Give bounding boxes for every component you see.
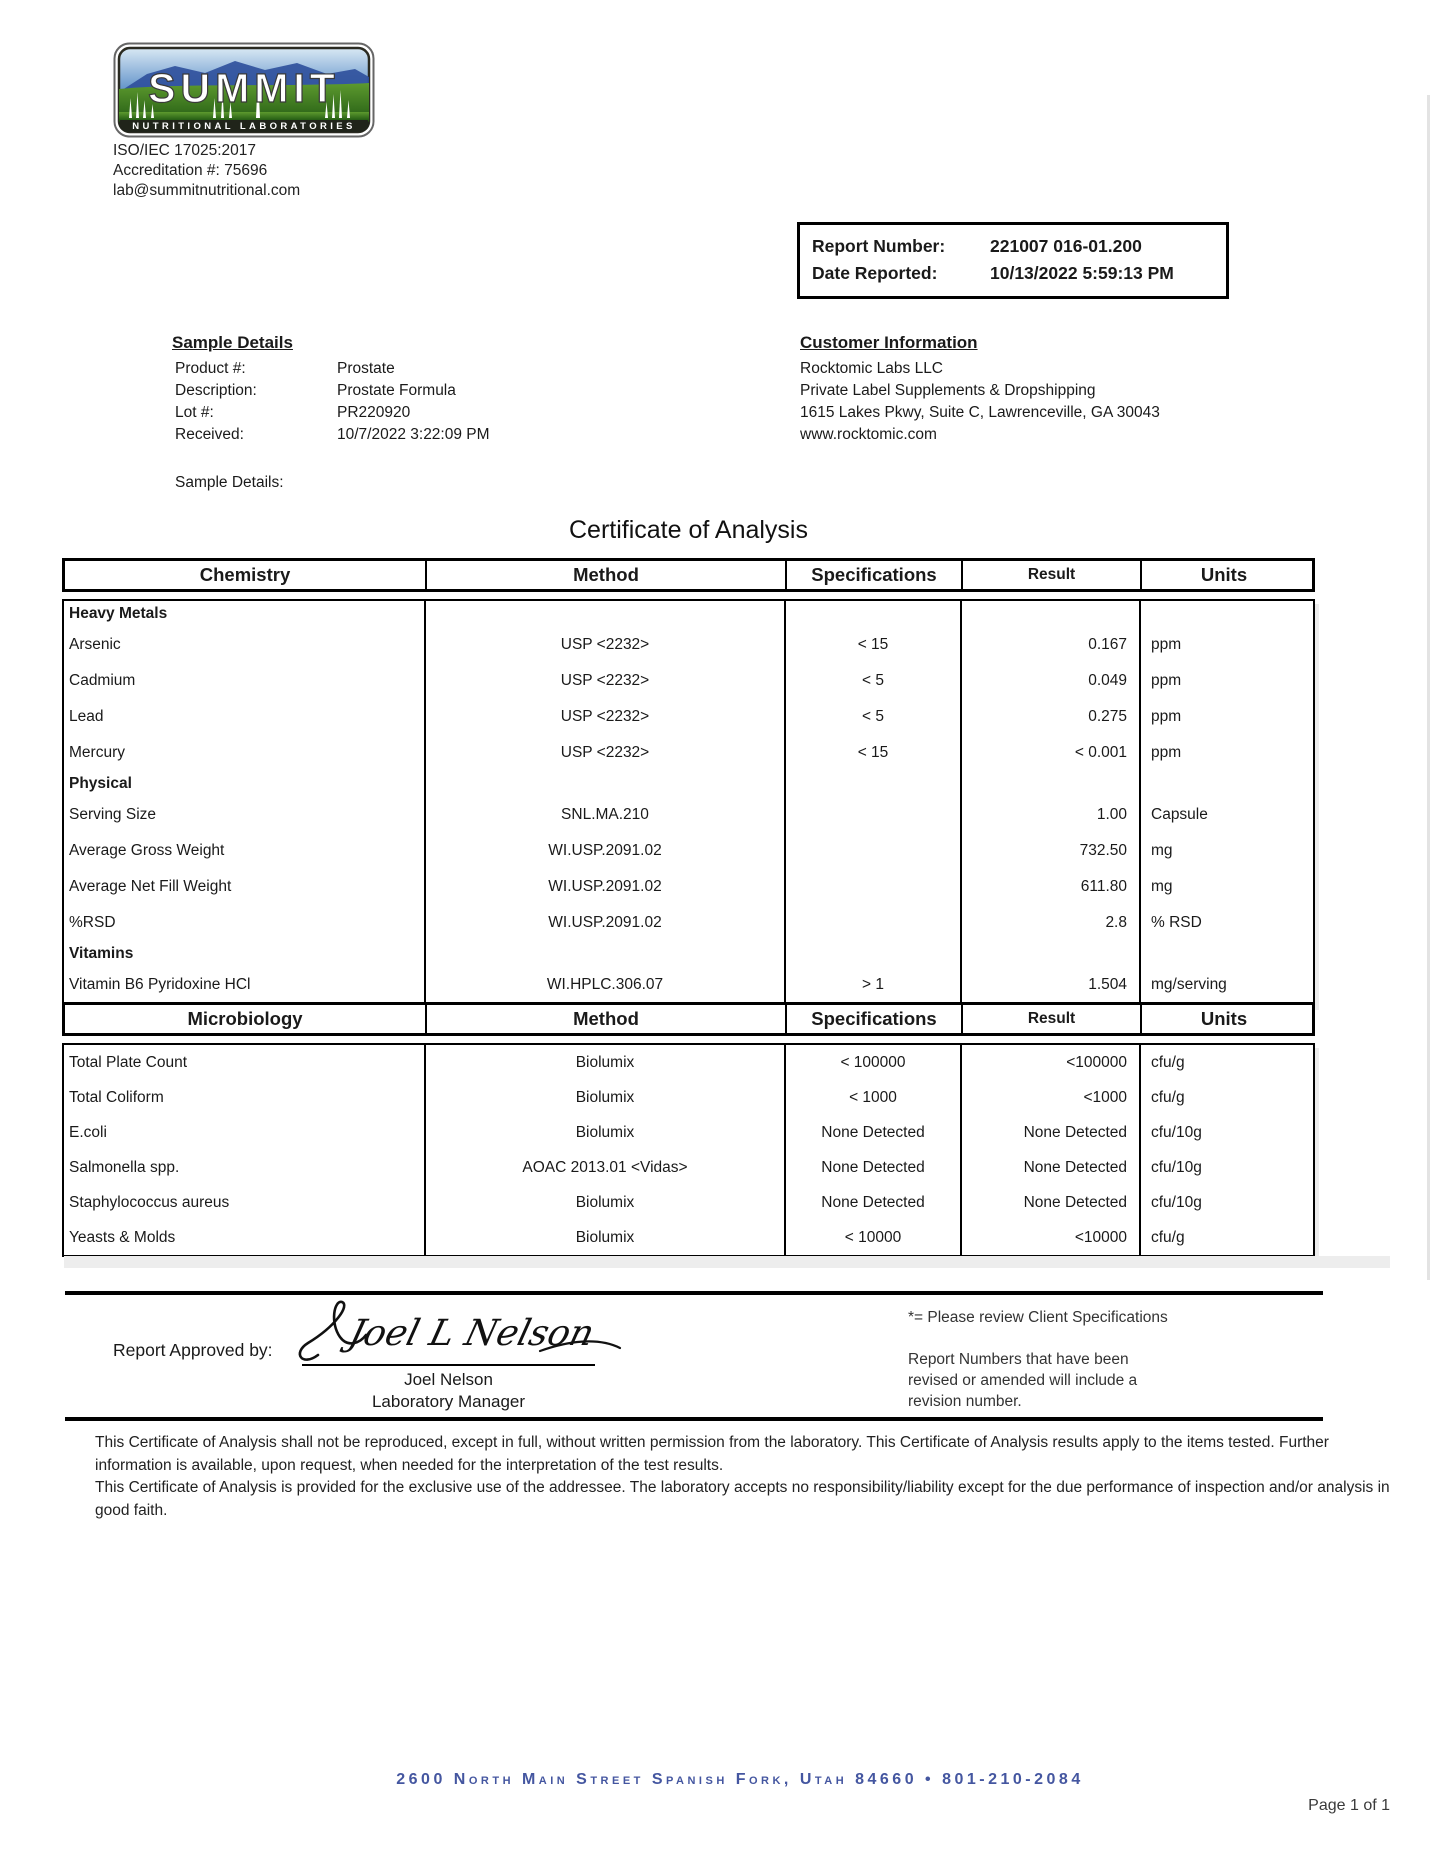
field-value: PR220920: [337, 404, 411, 421]
units-cell: [1141, 771, 1305, 797]
spec-cell: < 15: [786, 627, 962, 663]
spec-cell: [786, 833, 962, 869]
chemistry-table-body: [62, 599, 1315, 1005]
spec-cell: < 5: [786, 663, 962, 699]
result-cell: <10000: [962, 1220, 1141, 1255]
units-cell: cfu/g: [1151, 1053, 1185, 1071]
units-cell: [1141, 601, 1305, 627]
summit-logo-image: [113, 42, 375, 138]
spec-cell: [786, 797, 962, 833]
signature-line: [302, 1364, 595, 1366]
field-label: Received:: [175, 426, 244, 443]
method-cell: WI.USP.2091.02: [426, 833, 786, 869]
units-cell: cfu/10g: [1151, 1158, 1202, 1176]
analyte-cell: Mercury: [64, 735, 426, 771]
units-cell: mg/serving: [1151, 976, 1227, 993]
method-cell: AOAC 2013.01 <Vidas>: [426, 1150, 786, 1185]
method-cell: Biolumix: [426, 1220, 786, 1255]
signature: [288, 1293, 628, 1371]
section-label: Heavy Metals: [64, 601, 426, 627]
page-title: Certificate of Analysis: [569, 516, 808, 544]
method-cell: Biolumix: [426, 1115, 786, 1150]
method-cell: [426, 941, 786, 967]
spec-cell: None Detected: [786, 1185, 962, 1220]
method-cell: USP <2232>: [426, 735, 786, 771]
units-cell: mg: [1151, 878, 1173, 895]
units-cell: ppm: [1151, 708, 1182, 725]
sample-row: [175, 424, 490, 446]
units-cell: cfu/10g: [1151, 1193, 1202, 1211]
result-cell: <100000: [962, 1045, 1141, 1080]
result-cell: [962, 601, 1141, 627]
sample-row: [175, 380, 490, 402]
method-cell: SNL.MA.210: [426, 797, 786, 833]
spec-cell: < 10000: [786, 1220, 962, 1255]
spec-cell: [786, 601, 962, 627]
disclaimer-block: [95, 1432, 1395, 1522]
microbiology-table: [62, 1002, 1315, 1257]
result-cell: None Detected: [962, 1150, 1141, 1185]
iso-standard: ISO/IEC 17025:2017: [113, 142, 257, 159]
analyte-cell: Lead: [64, 699, 426, 735]
spec-cell: < 100000: [786, 1045, 962, 1080]
lab-email: lab@summitnutritional.com: [113, 182, 301, 199]
spec-cell: > 1: [786, 967, 962, 1003]
sample-row: [175, 402, 490, 424]
method-cell: USP <2232>: [426, 699, 786, 735]
method-cell: Biolumix: [426, 1080, 786, 1115]
accreditation-number: Accreditation #: 75696: [113, 162, 268, 179]
result-cell: 1.00: [962, 797, 1141, 833]
signature-script-text: Joel L Nelson: [344, 1311, 599, 1354]
spec-cell: [786, 905, 962, 941]
approver-name: Joel Nelson: [404, 1370, 493, 1389]
date-reported-label: Date Reported:: [812, 263, 938, 283]
result-cell: < 0.001: [962, 735, 1141, 771]
divider-line: [65, 1417, 1323, 1421]
units-cell: [1141, 941, 1305, 967]
result-cell: [962, 771, 1141, 797]
field-value: 10/7/2022 3:22:09 PM: [337, 426, 490, 443]
analyte-cell: %RSD: [64, 905, 426, 941]
section-label: Physical: [64, 771, 426, 797]
column-header: Chemistry: [65, 561, 427, 589]
customer-information-block: [800, 358, 1160, 446]
column-header: Microbiology: [65, 1005, 427, 1033]
sample-details-block: [175, 358, 490, 446]
analyte-cell: Total Coliform: [64, 1080, 426, 1115]
field-value: Prostate Formula: [337, 382, 456, 399]
report-number-row: [812, 233, 1214, 260]
analyte-cell: Total Plate Count: [64, 1045, 426, 1080]
result-cell: 2.8: [962, 905, 1141, 941]
method-cell: USP <2232>: [426, 627, 786, 663]
spec-cell: [786, 771, 962, 797]
result-cell: None Detected: [962, 1115, 1141, 1150]
customer-website: www.rocktomic.com: [800, 426, 937, 443]
spec-cell: < 15: [786, 735, 962, 771]
spec-cell: None Detected: [786, 1115, 962, 1150]
revision-note: Report Numbers that have been revised or amended will include a revision number.: [908, 1351, 1138, 1410]
report-number-value: 221007 016-01.200: [990, 236, 1142, 256]
result-cell: 732.50: [962, 833, 1141, 869]
sample-details-extra-label: Sample Details:: [175, 474, 284, 491]
logo-title-text: SUMMIT: [148, 65, 340, 111]
column-header: Method: [427, 561, 787, 589]
chemistry-table: [62, 558, 1315, 1005]
units-cell: cfu/10g: [1151, 1123, 1202, 1141]
method-cell: WI.USP.2091.02: [426, 869, 786, 905]
units-cell: ppm: [1151, 672, 1182, 689]
analyte-cell: Serving Size: [64, 797, 426, 833]
spec-cell: < 5: [786, 699, 962, 735]
result-cell: <1000: [962, 1080, 1141, 1115]
method-cell: WI.USP.2091.02: [426, 905, 786, 941]
date-reported-value: 10/13/2022 5:59:13 PM: [990, 263, 1174, 283]
analyte-cell: Vitamin B6 Pyridoxine HCl: [64, 967, 426, 1003]
method-cell: Biolumix: [426, 1045, 786, 1080]
field-label: Description:: [175, 382, 257, 399]
approver-title: Laboratory Manager: [371, 1392, 526, 1411]
analyte-cell: Average Net Fill Weight: [64, 869, 426, 905]
result-cell: 0.167: [962, 627, 1141, 663]
scan-shadow-line: [1427, 95, 1430, 1280]
disclaimer-paragraph: This Certificate of Analysis shall not be reproduced, except in full, without written permission from the laboratory. This Certificate of Analysis results apply to the items tested. Further information is available, upon request, when needed for the interpretation of the test results.: [95, 1434, 1329, 1474]
method-cell: [426, 601, 786, 627]
analyte-cell: Arsenic: [64, 627, 426, 663]
result-cell: 0.275: [962, 699, 1141, 735]
result-cell: None Detected: [962, 1185, 1141, 1220]
units-cell: cfu/g: [1151, 1088, 1185, 1106]
scan-shadow-band: [64, 1256, 1390, 1268]
report-info-box: [797, 222, 1229, 299]
date-reported-row: [812, 260, 1214, 287]
spec-cell: [786, 869, 962, 905]
units-cell: mg: [1151, 842, 1173, 859]
column-header: Units: [1200, 564, 1248, 585]
analyte-cell: Average Gross Weight: [64, 833, 426, 869]
column-header: Specifications: [787, 1005, 963, 1033]
column-header: Units: [1200, 1008, 1248, 1029]
units-cell: % RSD: [1151, 914, 1202, 931]
spec-cell: < 1000: [786, 1080, 962, 1115]
result-cell: 0.049: [962, 663, 1141, 699]
column-header: Method: [427, 1005, 787, 1033]
sample-row: [175, 358, 490, 380]
spec-cell: None Detected: [786, 1150, 962, 1185]
customer-information-title: Customer Information: [800, 333, 978, 352]
spec-cell: [786, 941, 962, 967]
units-cell: cfu/g: [1151, 1228, 1185, 1246]
method-cell: Biolumix: [426, 1185, 786, 1220]
field-label: Product #:: [175, 360, 246, 377]
column-header: Result: [963, 1005, 1142, 1033]
method-cell: USP <2232>: [426, 663, 786, 699]
disclaimer-paragraph: This Certificate of Analysis is provided for the exclusive use of the addressee. The laboratory accepts no responsibility/liability except for the due performance of inspection and/or analysis in good faith.: [95, 1479, 1390, 1519]
divider-line: [65, 1291, 1323, 1295]
customer-tagline: Private Label Supplements & Dropshipping: [800, 382, 1096, 399]
logo-subtitle-text: NUTRITIONAL LABORATORIES: [132, 121, 356, 132]
chemistry-table-header: [62, 558, 1315, 592]
customer-name: Rocktomic Labs LLC: [800, 360, 944, 377]
microbiology-table-header: [62, 1002, 1315, 1036]
method-cell: WI.HPLC.306.07: [426, 967, 786, 1003]
section-label: Vitamins: [64, 941, 426, 967]
sample-details-title: Sample Details: [172, 333, 293, 352]
page-indicator: Page 1 of 1: [1308, 1797, 1390, 1814]
lab-street-address: 2600 North Main Street Spanish Fork, Utah 84660 • 801-210-2084: [396, 1771, 1084, 1788]
analyte-cell: Yeasts & Molds: [64, 1220, 426, 1255]
units-cell: Capsule: [1151, 806, 1208, 823]
result-cell: 611.80: [962, 869, 1141, 905]
column-header: Result: [963, 561, 1142, 589]
customer-address: 1615 Lakes Pkwy, Suite C, Lawrenceville, GA 30043: [800, 404, 1160, 421]
report-approved-by-label: Report Approved by:: [113, 1340, 273, 1360]
method-cell: [426, 771, 786, 797]
report-number-label: Report Number:: [812, 236, 946, 256]
analyte-cell: Cadmium: [64, 663, 426, 699]
field-label: Lot #:: [175, 404, 214, 421]
result-cell: 1.504: [962, 967, 1141, 1003]
summit-logo: [113, 42, 375, 143]
microbiology-table-body: [62, 1043, 1315, 1257]
lab-accreditation-block: [113, 141, 300, 201]
analyte-cell: E.coli: [64, 1115, 426, 1150]
field-value: Prostate: [337, 360, 395, 377]
column-header: Specifications: [787, 561, 963, 589]
client-spec-note: *= Please review Client Specifications: [908, 1309, 1168, 1326]
signature-image: [288, 1293, 628, 1371]
units-cell: ppm: [1151, 636, 1182, 653]
analyte-cell: Salmonella spp.: [64, 1150, 426, 1185]
analyte-cell: Staphylococcus aureus: [64, 1185, 426, 1220]
result-cell: [962, 941, 1141, 967]
units-cell: ppm: [1151, 744, 1182, 761]
